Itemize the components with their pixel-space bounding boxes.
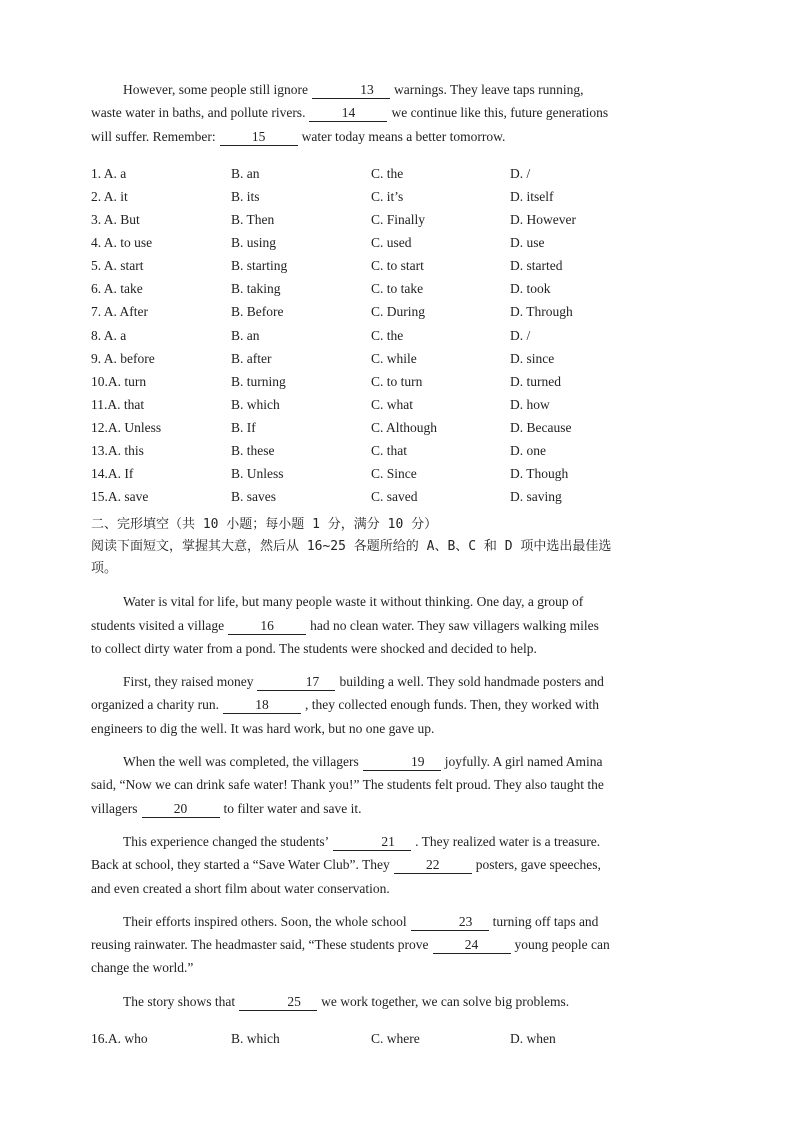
option-a[interactable]: 15.A. save: [91, 489, 149, 505]
option-d[interactable]: D. /: [510, 327, 531, 343]
option-b[interactable]: B. an: [231, 165, 260, 181]
option-b[interactable]: B. saves: [231, 489, 276, 505]
option-d[interactable]: D. when: [510, 1031, 556, 1047]
option-a[interactable]: 9. A. before: [91, 350, 155, 366]
question-16-options: [91, 1027, 703, 1050]
blank-15[interactable]: 15: [220, 129, 298, 146]
question-options-row: [91, 485, 703, 508]
text: Their efforts inspired others. Soon, the whole school: [123, 913, 407, 929]
options-list: [91, 162, 703, 508]
option-c[interactable]: C. used: [371, 235, 412, 251]
option-d[interactable]: D. took: [510, 281, 551, 297]
blank-17[interactable]: 17: [257, 674, 335, 691]
option-c[interactable]: C. what: [371, 396, 413, 412]
text: to collect dirty water from a pond. The students were shocked and decided to help.: [91, 640, 537, 656]
text: , they collected enough funds. Then, they worked with: [304, 697, 600, 713]
text: First, they raised money: [123, 674, 254, 690]
option-c[interactable]: C. to take: [371, 281, 424, 297]
blank-21[interactable]: 21: [333, 834, 411, 851]
text: turning off taps and: [492, 913, 599, 929]
option-b[interactable]: B. after: [231, 350, 272, 366]
text: warnings. They leave taps running,: [394, 82, 584, 97]
text: young people can: [514, 937, 610, 953]
text: waste water in baths, and pollute rivers.: [91, 105, 306, 121]
option-c[interactable]: C. the: [371, 165, 404, 181]
text: said, “Now we can drink safe water! Thank you!” The students felt proud. They also taught the: [91, 777, 604, 793]
question-options-row: [91, 462, 703, 485]
option-c[interactable]: C. to turn: [371, 373, 423, 389]
passage-paragraph-1: [91, 590, 703, 660]
option-c[interactable]: C. while: [371, 350, 417, 366]
option-a[interactable]: 11.A. that: [91, 396, 145, 412]
passage-paragraph-6: [91, 990, 703, 1013]
blank-18[interactable]: 18: [223, 697, 301, 714]
option-a[interactable]: 8. A. a: [91, 327, 127, 343]
option-d[interactable]: D. saving: [510, 489, 562, 505]
option-b[interactable]: B. Unless: [231, 466, 284, 482]
question-options-row: [91, 439, 703, 462]
text: had no clean water. They saw villagers walking miles: [310, 617, 599, 633]
option-c[interactable]: C. it’s: [371, 188, 404, 204]
option-b[interactable]: B. starting: [231, 258, 288, 274]
option-c[interactable]: C. saved: [371, 489, 418, 505]
text: building a well. They sold handmade posters and: [339, 674, 604, 690]
option-c[interactable]: C. where: [371, 1031, 420, 1047]
option-b[interactable]: B. its: [231, 188, 260, 204]
text: change the world.”: [91, 960, 194, 976]
passage-paragraph-4: [91, 830, 703, 900]
option-a[interactable]: 12.A. Unless: [91, 419, 162, 435]
text: This experience changed the students’: [123, 833, 330, 849]
option-d[interactable]: D. However: [510, 212, 576, 228]
blank-14[interactable]: 14: [309, 105, 387, 122]
text: When the well was completed, the villagers: [123, 754, 359, 770]
option-c[interactable]: C. the: [371, 327, 404, 343]
option-b[interactable]: B. taking: [231, 281, 281, 297]
text: organized a charity run.: [91, 697, 219, 713]
option-c[interactable]: C. that: [371, 443, 407, 459]
question-options-row: [91, 393, 703, 416]
option-b[interactable]: B. using: [231, 235, 277, 251]
exam-page: [91, 78, 703, 1050]
option-b[interactable]: B. which: [231, 1031, 280, 1047]
text: reusing rainwater. The headmaster said, “These students prove: [91, 937, 429, 953]
section-title: 二、完形填空（共 10 小题；每小题 1 分，满分 10 分）: [91, 517, 438, 533]
text: However, some people still ignore: [123, 82, 309, 97]
option-b[interactable]: B. Then: [231, 212, 275, 228]
paragraph-13-15: [91, 78, 703, 148]
blank-24[interactable]: 24: [433, 937, 511, 954]
option-a[interactable]: 5. A. start: [91, 258, 144, 274]
question-options-row: [91, 185, 703, 208]
blank-23[interactable]: 23: [411, 914, 489, 931]
question-options-row: [91, 231, 703, 254]
option-b[interactable]: B. If: [231, 419, 256, 435]
blank-20[interactable]: 20: [142, 801, 220, 818]
passage-paragraph-5: [91, 910, 703, 980]
text: joyfully. A girl named Amina: [444, 754, 603, 770]
text: posters, gave speeches,: [475, 857, 601, 873]
blank-19[interactable]: 19: [363, 754, 441, 771]
option-d[interactable]: D. /: [510, 165, 531, 181]
instruction-line: 项。: [91, 561, 118, 577]
text: Water is vital for life, but many people waste it without thinking. One day, a group of: [123, 594, 584, 610]
instruction-line: 阅读下面短文，掌握其大意，然后从 16~25 各题所给的 A、B、C 和 D 项中选出最佳选: [91, 539, 612, 555]
option-a[interactable]: 13.A. this: [91, 443, 144, 459]
option-b[interactable]: B. Before: [231, 304, 284, 320]
question-options-row: [91, 324, 703, 347]
blank-16[interactable]: 16: [228, 618, 306, 635]
blank-13[interactable]: 13: [312, 82, 390, 99]
text: will suffer. Remember:: [91, 128, 216, 144]
option-b[interactable]: B. which: [231, 396, 280, 412]
option-d[interactable]: D. itself: [510, 188, 554, 204]
text: Back at school, they started a “Save Water Club”. They: [91, 857, 390, 873]
option-a[interactable]: 2. A. it: [91, 188, 128, 204]
option-d[interactable]: D. how: [510, 396, 550, 412]
text: to filter water and save it.: [223, 800, 362, 816]
question-options-row: [91, 416, 703, 439]
text: . They realized water is a treasure.: [415, 833, 601, 849]
option-c[interactable]: C. During: [371, 304, 425, 320]
option-c[interactable]: C. Finally: [371, 212, 426, 228]
text: students visited a village: [91, 617, 225, 633]
question-options-row: [91, 370, 703, 393]
text: The story shows that: [123, 993, 236, 1009]
option-b[interactable]: B. these: [231, 443, 275, 459]
blank-25[interactable]: 25: [239, 994, 317, 1011]
option-a[interactable]: 3. A. But: [91, 212, 140, 228]
question-options-row: [91, 162, 703, 185]
option-d[interactable]: D. Through: [510, 304, 573, 320]
option-a[interactable]: 1. A. a: [91, 165, 127, 181]
option-b[interactable]: B. turning: [231, 373, 286, 389]
option-d[interactable]: D. turned: [510, 373, 561, 389]
blank-22[interactable]: 22: [394, 857, 472, 874]
question-options-row: [91, 347, 703, 370]
option-c[interactable]: C. Since: [371, 466, 417, 482]
option-a[interactable]: 10.A. turn: [91, 373, 147, 389]
option-a[interactable]: 14.A. If: [91, 466, 134, 482]
question-options-row: [91, 208, 703, 231]
option-d[interactable]: D. use: [510, 235, 545, 251]
passage-paragraph-3: [91, 750, 703, 820]
text: engineers to dig the well. It was hard work, but no one gave up.: [91, 720, 435, 736]
text: and even created a short film about water conservation.: [91, 880, 390, 896]
text: we work together, we can solve big problems.: [321, 993, 570, 1009]
option-d[interactable]: D. started: [510, 258, 563, 274]
option-a[interactable]: 16.A. who: [91, 1031, 148, 1047]
option-d[interactable]: D. Though: [510, 466, 569, 482]
text: villagers: [91, 800, 138, 816]
question-options-row: [91, 254, 703, 277]
text: we continue like this, future generations: [391, 105, 609, 121]
passage-paragraph-2: [91, 670, 703, 740]
text: water today means a better tomorrow.: [301, 128, 506, 144]
question-options-row: [91, 300, 703, 323]
option-d[interactable]: D. since: [510, 350, 555, 366]
option-d[interactable]: D. Because: [510, 419, 572, 435]
option-d[interactable]: D. one: [510, 443, 546, 459]
option-a[interactable]: 7. A. After: [91, 304, 148, 320]
question-options-row: [91, 277, 703, 300]
option-a[interactable]: 6. A. take: [91, 281, 143, 297]
option-c[interactable]: C. Although: [371, 419, 438, 435]
option-a[interactable]: 4. A. to use: [91, 235, 153, 251]
option-c[interactable]: C. to start: [371, 258, 424, 274]
option-b[interactable]: B. an: [231, 327, 260, 343]
